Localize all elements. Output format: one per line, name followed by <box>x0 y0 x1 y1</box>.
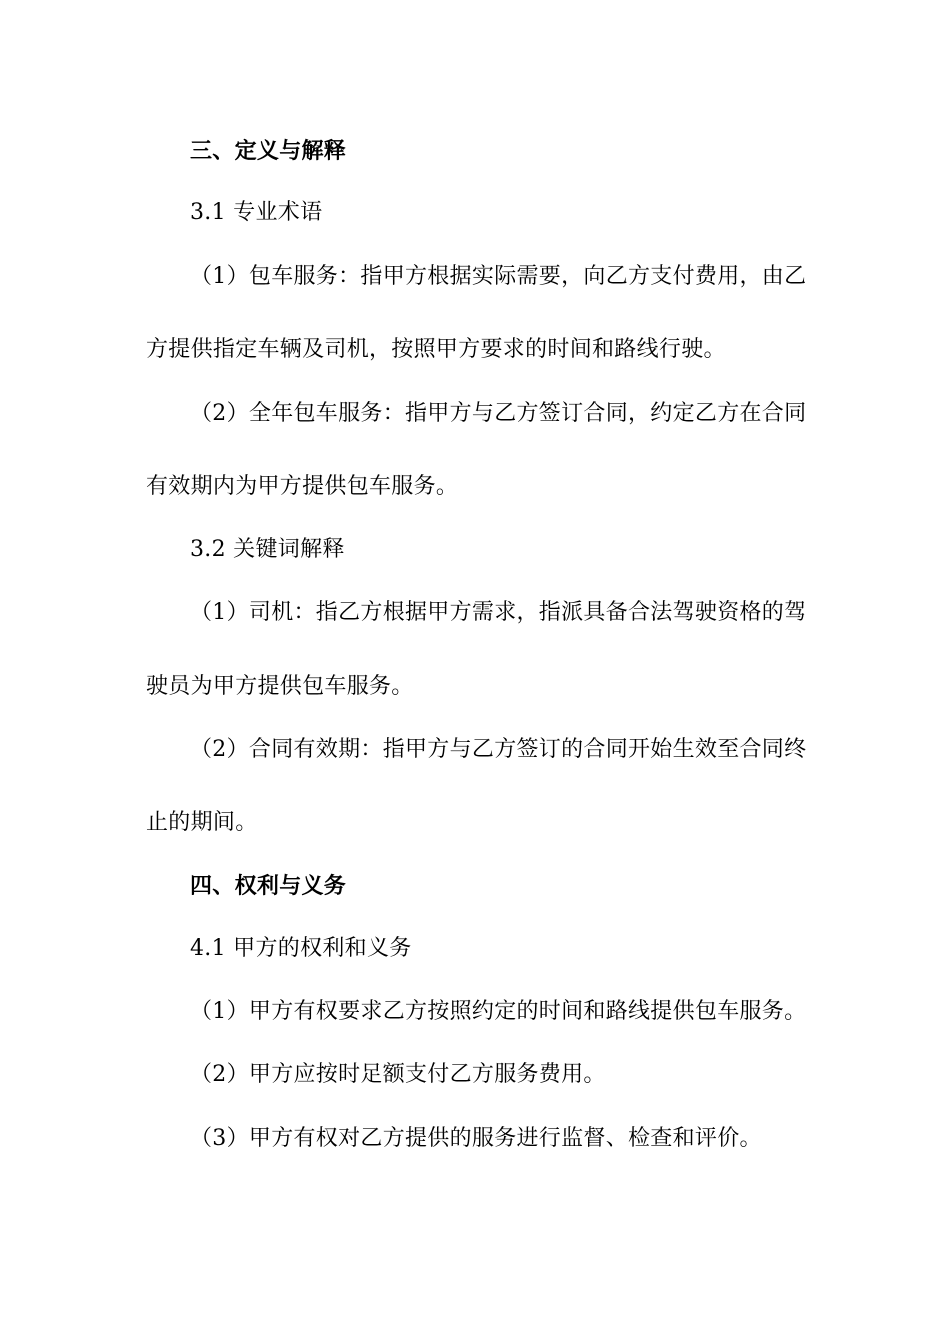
keyword-1-line-2: 驶员为甲方提供包车服务。 <box>146 674 414 699</box>
keyword-2-line-1: （2）合同有效期：指甲方与乙方签订的合同开始生效至合同终 <box>190 737 807 762</box>
section-4-heading: 四、权利与义务 <box>190 873 347 899</box>
keyword-1-line-1: （1）司机：指乙方根据甲方需求，指派具备合法驾驶资格的驾 <box>190 600 807 625</box>
term-2-line-1: （2）全年包车服务：指甲方与乙方签订合同，约定乙方在合同 <box>190 401 807 426</box>
term-1-line-2: 方提供指定车辆及司机，按照甲方要求的时间和路线行驶。 <box>146 337 726 362</box>
keyword-2-line-2: 止的期间。 <box>146 810 258 835</box>
right-2: （2）甲方应按时足额支付乙方服务费用。 <box>190 1062 606 1087</box>
term-2-line-2: 有效期内为甲方提供包车服务。 <box>146 474 459 499</box>
section-3-heading: 三、定义与解释 <box>190 138 347 164</box>
right-3: （3）甲方有权对乙方提供的服务进行监督、检查和评价。 <box>190 1126 762 1151</box>
subsection-4-1-title: 4.1 甲方的权利和义务 <box>190 936 412 961</box>
right-1: （1）甲方有权要求乙方按照约定的时间和路线提供包车服务。 <box>190 999 807 1024</box>
subsection-3-1-title: 3.1 专业术语 <box>190 200 323 225</box>
term-1-line-1: （1）包车服务：指甲方根据实际需要，向乙方支付费用，由乙 <box>190 264 807 289</box>
subsection-3-2-title: 3.2 关键词解释 <box>190 537 345 562</box>
